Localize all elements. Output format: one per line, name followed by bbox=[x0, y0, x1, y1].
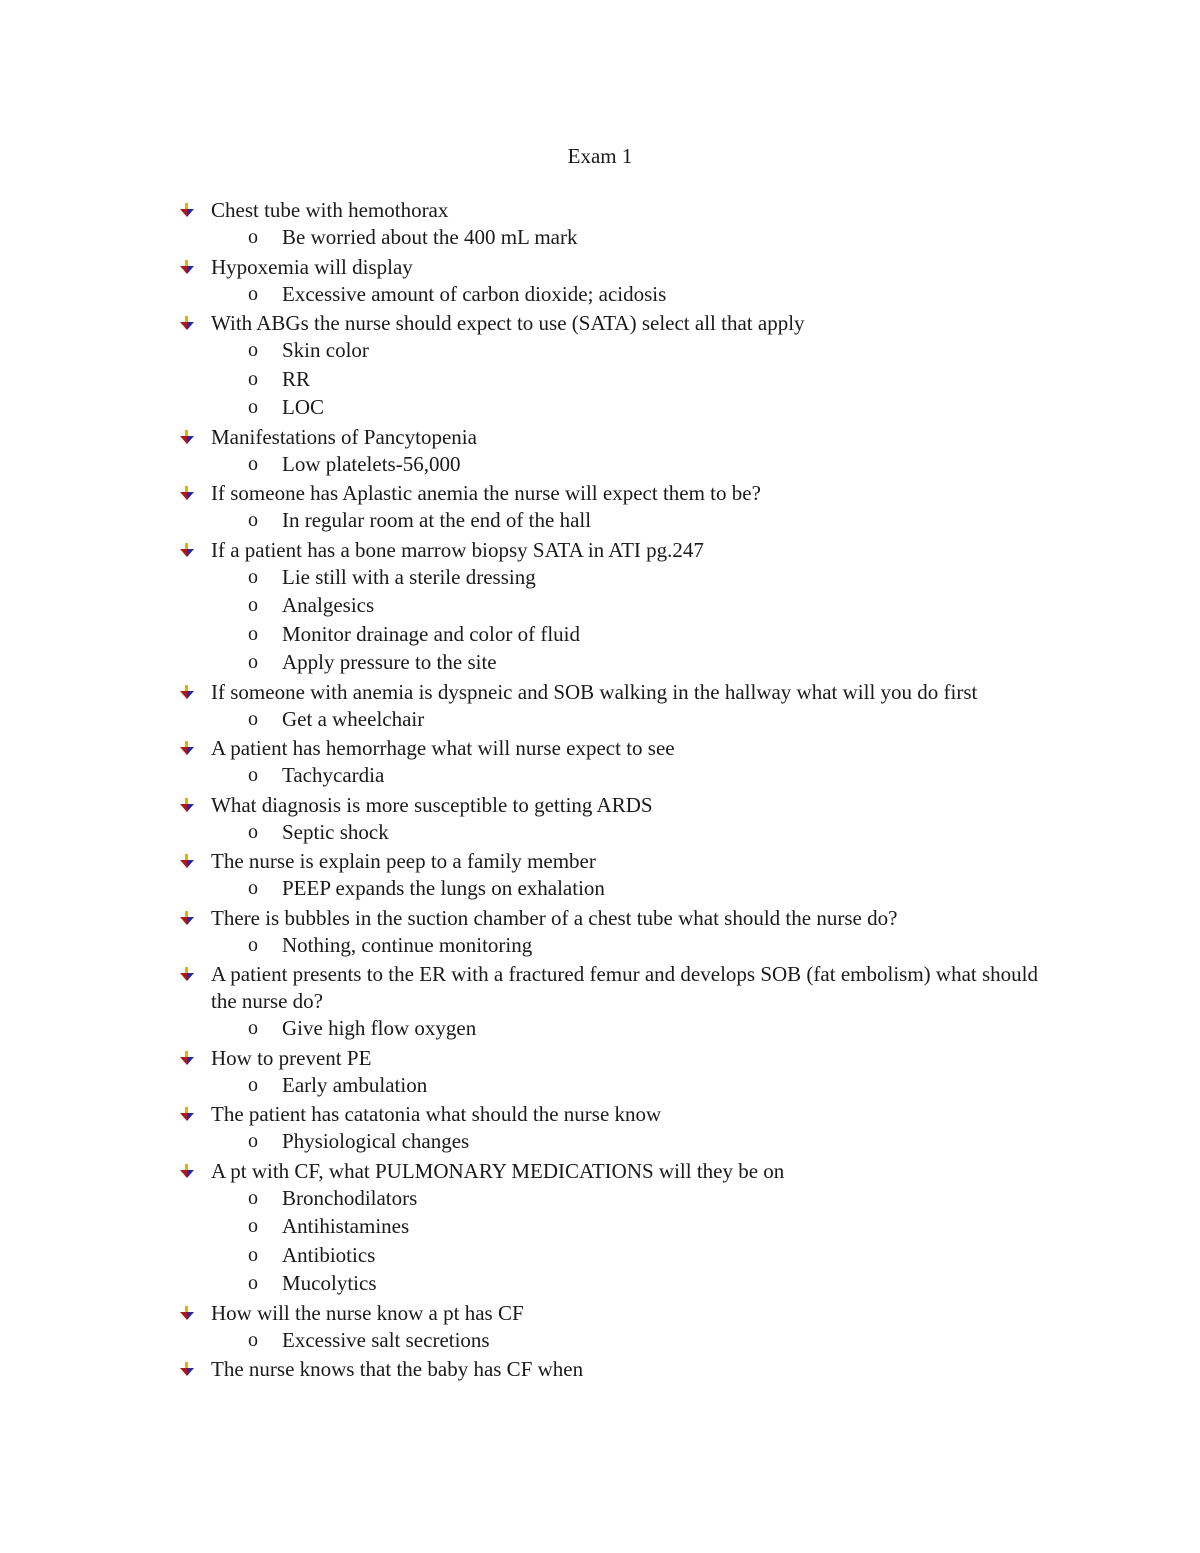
answer-item bbox=[0, 762, 1200, 791]
answer-text: Tachycardia bbox=[282, 763, 385, 787]
circle-bullet-marker: o bbox=[248, 594, 258, 616]
arrow-bullet-icon bbox=[180, 1362, 194, 1376]
answer-item bbox=[0, 337, 1200, 366]
question-text: Manifestations of Pancytopenia bbox=[211, 424, 477, 449]
answer-item bbox=[0, 706, 1200, 735]
arrow-bullet-icon bbox=[180, 1306, 194, 1320]
answer-item bbox=[0, 1213, 1200, 1242]
answer-list bbox=[0, 1185, 1200, 1299]
question-item bbox=[0, 536, 1200, 678]
answer-list bbox=[0, 819, 1200, 848]
answer-text: Get a wheelchair bbox=[282, 706, 425, 731]
answer-item bbox=[0, 1072, 1200, 1101]
answer-list bbox=[0, 1327, 1200, 1356]
question-item bbox=[0, 309, 1200, 423]
question-item bbox=[0, 1100, 1200, 1157]
question-text: The patient has catatonia what should the nurse know bbox=[211, 1102, 662, 1126]
answer-item bbox=[0, 1185, 1200, 1214]
circle-bullet-marker: o bbox=[248, 820, 258, 843]
circle-bullet-marker: o bbox=[248, 1017, 258, 1039]
answer-text: Bronchodilators bbox=[282, 1185, 418, 1210]
question-text: If a patient has a bone marrow biopsy SATA in ATI pg.247 bbox=[211, 537, 704, 562]
question-text: A pt with CF, what PULMONARY MEDICATIONS will they be on bbox=[211, 1158, 785, 1183]
answer-item bbox=[0, 1015, 1200, 1044]
question-text: A patient presents to the ER with a fractured femur and develops SOB (fat embolism) what should the nurse do? bbox=[211, 962, 1038, 1013]
answer-text: In regular room at the end of the hall bbox=[282, 508, 592, 532]
answer-list bbox=[0, 507, 1200, 536]
page-title: Exam 1 bbox=[567, 144, 633, 168]
question-item bbox=[0, 196, 1200, 253]
question-text: How to prevent PE bbox=[211, 1045, 372, 1070]
arrow-bullet-icon bbox=[180, 741, 194, 755]
answer-text: Excessive amount of carbon dioxide; acidosis bbox=[282, 281, 667, 306]
answer-list bbox=[0, 224, 1200, 253]
answer-item bbox=[0, 224, 1200, 253]
answer-text: Skin color bbox=[282, 338, 369, 362]
answer-item bbox=[0, 507, 1200, 536]
circle-bullet-marker: o bbox=[248, 651, 258, 673]
question-item bbox=[0, 1299, 1200, 1356]
arrow-bullet-icon bbox=[180, 854, 194, 868]
answer-item bbox=[0, 875, 1200, 904]
circle-bullet-marker: o bbox=[248, 282, 258, 305]
question-text: The nurse is explain peep to a family member bbox=[211, 849, 596, 873]
circle-bullet-marker: o bbox=[248, 1215, 258, 1237]
question-item bbox=[0, 960, 1200, 1044]
question-item bbox=[0, 904, 1200, 961]
circle-bullet-marker: o bbox=[248, 367, 258, 390]
circle-bullet-marker: o bbox=[248, 452, 258, 475]
answer-text: Early ambulation bbox=[282, 1072, 428, 1097]
answer-list bbox=[0, 337, 1200, 423]
answer-text: Mucolytics bbox=[282, 1271, 377, 1295]
circle-bullet-marker: o bbox=[248, 509, 258, 531]
answer-item bbox=[0, 451, 1200, 480]
question-item bbox=[0, 791, 1200, 848]
answer-item bbox=[0, 1327, 1200, 1356]
answer-text: RR bbox=[282, 366, 311, 391]
question-item bbox=[0, 1044, 1200, 1101]
answer-item bbox=[0, 649, 1200, 678]
circle-bullet-marker: o bbox=[248, 877, 258, 899]
arrow-bullet-icon bbox=[180, 967, 194, 981]
answer-text: Analgesics bbox=[282, 593, 375, 617]
question-item bbox=[0, 1355, 1200, 1383]
answer-text: Apply pressure to the site bbox=[282, 650, 497, 674]
circle-bullet-marker: o bbox=[248, 1328, 258, 1351]
question-text: What diagnosis is more susceptible to getting ARDS bbox=[211, 792, 653, 817]
answer-item bbox=[0, 1242, 1200, 1271]
answer-text: Septic shock bbox=[282, 819, 389, 844]
answer-list bbox=[0, 706, 1200, 735]
question-text: The nurse knows that the baby has CF when bbox=[211, 1357, 584, 1381]
question-item bbox=[0, 678, 1200, 735]
arrow-bullet-icon bbox=[180, 203, 194, 217]
answer-text: PEEP expands the lungs on exhalation bbox=[282, 876, 605, 900]
answer-list bbox=[0, 1015, 1200, 1044]
answer-list bbox=[0, 451, 1200, 480]
answer-item bbox=[0, 1128, 1200, 1157]
question-item bbox=[0, 479, 1200, 536]
arrow-bullet-icon bbox=[180, 543, 194, 557]
question-item bbox=[0, 734, 1200, 791]
question-text: Chest tube with hemothorax bbox=[211, 198, 449, 222]
answer-item bbox=[0, 592, 1200, 621]
answer-item bbox=[0, 621, 1200, 650]
question-text: If someone has Aplastic anemia the nurse will expect them to be? bbox=[211, 481, 761, 505]
answer-text: Lie still with a sterile dressing bbox=[282, 564, 536, 589]
question-text: If someone with anemia is dyspneic and SOB walking in the hallway what will you do first bbox=[211, 679, 978, 704]
arrow-bullet-icon bbox=[180, 1164, 194, 1178]
answer-item bbox=[0, 281, 1200, 310]
question-item bbox=[0, 1157, 1200, 1299]
circle-bullet-marker: o bbox=[248, 933, 258, 956]
arrow-bullet-icon bbox=[180, 798, 194, 812]
question-item bbox=[0, 253, 1200, 310]
answer-item bbox=[0, 394, 1200, 423]
circle-bullet-marker: o bbox=[248, 622, 258, 645]
answer-text: Physiological changes bbox=[282, 1129, 470, 1153]
answer-text: Monitor drainage and color of fluid bbox=[282, 621, 580, 646]
arrow-bullet-icon bbox=[180, 911, 194, 925]
circle-bullet-marker: o bbox=[248, 396, 258, 418]
circle-bullet-marker: o bbox=[248, 565, 258, 588]
arrow-bullet-icon bbox=[180, 486, 194, 500]
question-item bbox=[0, 423, 1200, 480]
arrow-bullet-icon bbox=[180, 1051, 194, 1065]
answer-list bbox=[0, 1072, 1200, 1101]
question-text: How will the nurse know a pt has CF bbox=[211, 1300, 524, 1325]
circle-bullet-marker: o bbox=[248, 1130, 258, 1152]
answer-item bbox=[0, 564, 1200, 593]
answer-list bbox=[0, 1128, 1200, 1157]
answer-list bbox=[0, 281, 1200, 310]
answer-item bbox=[0, 1270, 1200, 1299]
question-text: Hypoxemia will display bbox=[211, 254, 413, 279]
question-text: There is bubbles in the suction chamber of a chest tube what should the nurse do? bbox=[211, 905, 898, 930]
answer-item bbox=[0, 366, 1200, 395]
answer-text: LOC bbox=[282, 395, 324, 419]
arrow-bullet-icon bbox=[180, 1107, 194, 1121]
answer-list bbox=[0, 564, 1200, 678]
circle-bullet-marker: o bbox=[248, 1243, 258, 1266]
answer-text: Low platelets-56,000 bbox=[282, 451, 461, 476]
answer-text: Be worried about the 400 mL mark bbox=[282, 225, 578, 249]
question-list bbox=[0, 196, 1200, 1383]
arrow-bullet-icon bbox=[180, 430, 194, 444]
answer-text: Antihistamines bbox=[282, 1214, 410, 1238]
arrow-bullet-icon bbox=[180, 260, 194, 274]
answer-list bbox=[0, 932, 1200, 961]
circle-bullet-marker: o bbox=[248, 226, 258, 248]
answer-text: Antibiotics bbox=[282, 1242, 376, 1267]
question-item bbox=[0, 847, 1200, 904]
answer-text: Nothing, continue monitoring bbox=[282, 932, 533, 957]
question-text: A patient has hemorrhage what will nurse expect to see bbox=[211, 736, 675, 760]
answer-item bbox=[0, 819, 1200, 848]
arrow-bullet-icon bbox=[180, 316, 194, 330]
circle-bullet-marker: o bbox=[248, 707, 258, 730]
circle-bullet-marker: o bbox=[248, 1272, 258, 1294]
circle-bullet-marker: o bbox=[248, 1073, 258, 1096]
circle-bullet-marker: o bbox=[248, 1186, 258, 1209]
circle-bullet-marker: o bbox=[248, 764, 258, 786]
answer-text: Give high flow oxygen bbox=[282, 1016, 477, 1040]
question-text: With ABGs the nurse should expect to use (SATA) select all that apply bbox=[211, 311, 805, 335]
answer-text: Excessive salt secretions bbox=[282, 1327, 490, 1352]
circle-bullet-marker: o bbox=[248, 339, 258, 361]
answer-item bbox=[0, 932, 1200, 961]
answer-list bbox=[0, 762, 1200, 791]
answer-list bbox=[0, 875, 1200, 904]
arrow-bullet-icon bbox=[180, 685, 194, 699]
